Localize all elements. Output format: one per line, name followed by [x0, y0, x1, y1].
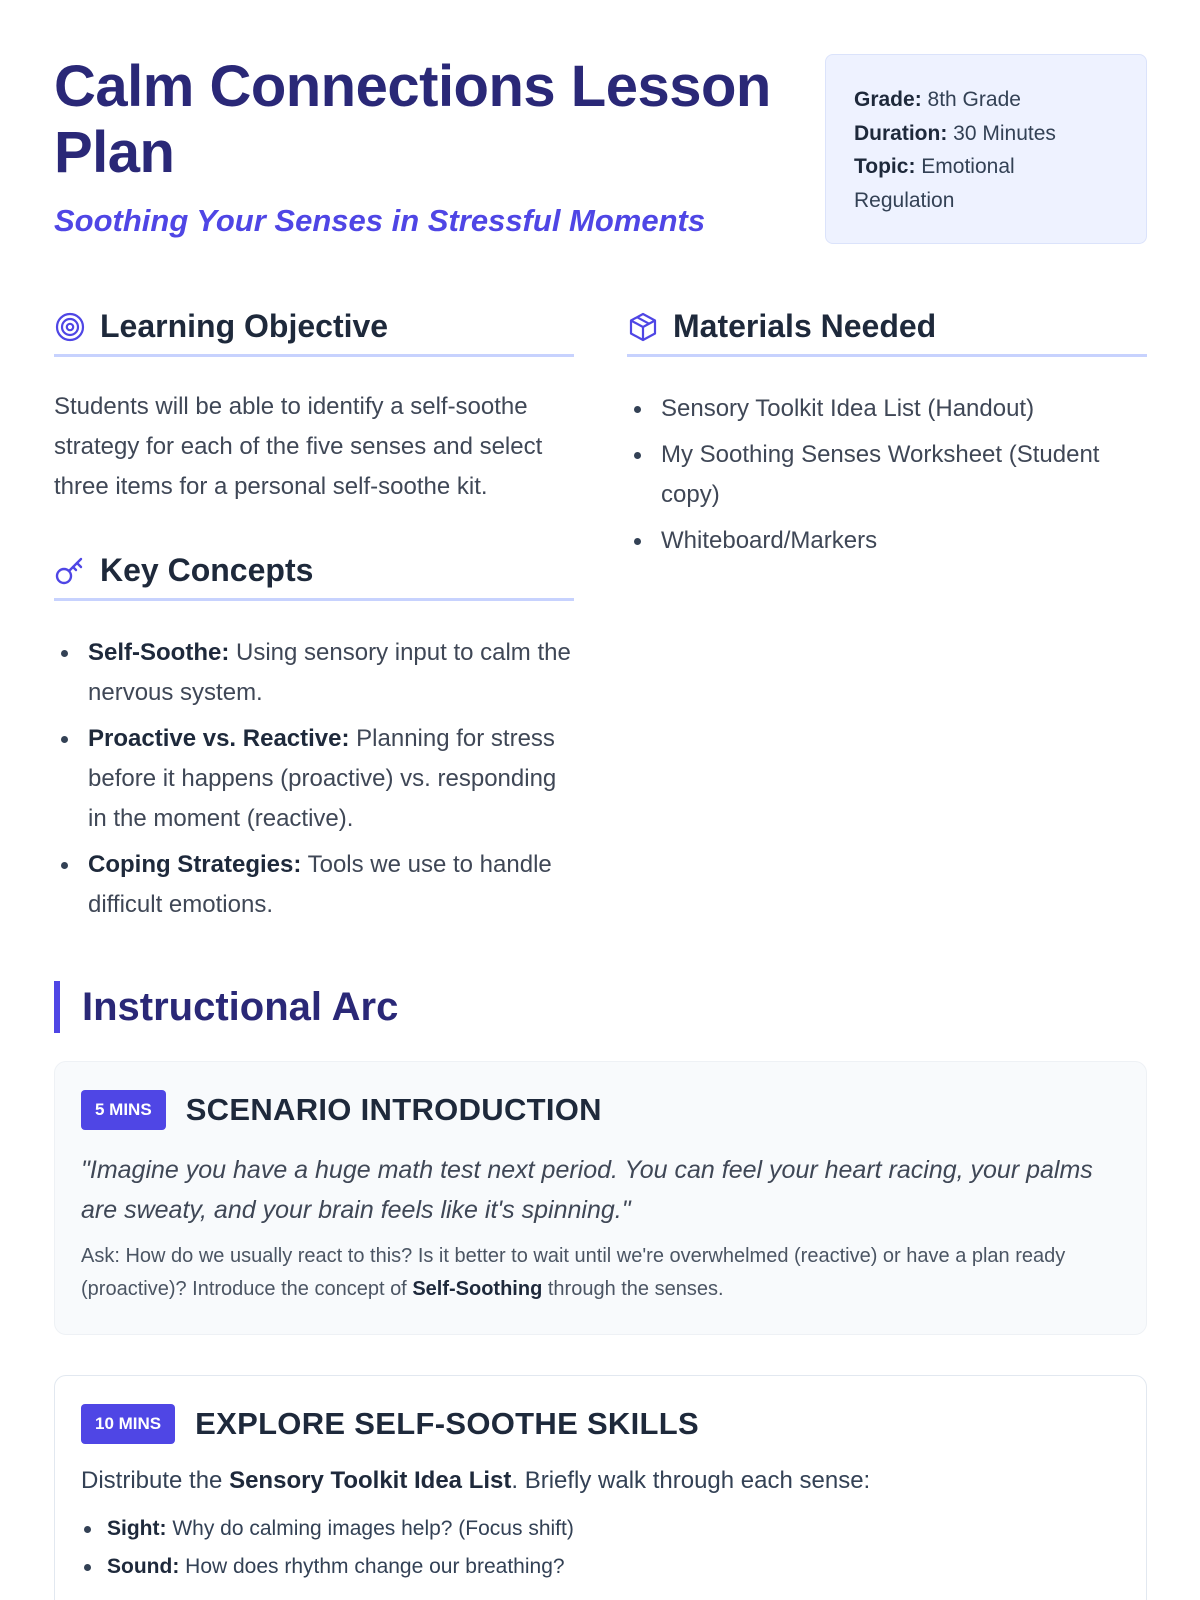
concept-term: Self-Soothe:: [88, 639, 230, 666]
arc-step-card: [54, 1375, 1147, 1600]
concept-term: Proactive vs. Reactive:: [88, 725, 350, 752]
sense-term: Sound:: [107, 1555, 180, 1578]
sense-text: Why do calming images help? (Focus shift): [172, 1517, 574, 1540]
meta-duration: [854, 117, 1118, 151]
list-item: [54, 845, 574, 925]
objective-heading-text: Learning Objective: [100, 308, 389, 344]
senses-list: [81, 1510, 1120, 1586]
page-subtitle: Soothing Your Senses in Stressful Moments: [54, 203, 706, 238]
concepts-heading: [54, 543, 574, 601]
meta-label: Topic:: [854, 155, 916, 178]
intro-text: Distribute the: [81, 1467, 223, 1494]
list-item: Sensory Toolkit Idea List (Handout): [627, 389, 1147, 429]
concept-text: Tools we use to handle difficult emotions.: [88, 851, 552, 918]
step-title: SCENARIO INTRODUCTION: [185, 1092, 602, 1127]
box-icon: [627, 311, 659, 343]
meta-label: Grade:: [854, 88, 922, 111]
note-bold: Self-Soothing: [412, 1278, 543, 1300]
arc-step-card: [54, 1061, 1147, 1335]
meta-topic: [854, 150, 1118, 217]
lesson-meta-box: [825, 54, 1147, 244]
two-column-section: [54, 299, 1147, 931]
note-text: through the senses.: [547, 1278, 724, 1300]
concept-term: Coping Strategies:: [88, 851, 302, 878]
meta-value: Emotional Regulation: [854, 155, 1015, 212]
list-item: My Soothing Senses Worksheet (Student copy): [627, 435, 1147, 515]
concept-text: Using sensory input to calm the nervous system.: [88, 639, 571, 706]
objective-heading: [54, 299, 574, 357]
materials-heading-text: Materials Needed: [673, 308, 937, 344]
lesson-plan-page: [54, 54, 1147, 1600]
intro-text: . Briefly walk through each sense:: [511, 1467, 871, 1494]
list-item: Whiteboard/Markers: [627, 521, 1147, 561]
intro-bold: Sensory Toolkit Idea List: [229, 1467, 512, 1494]
list-item: [54, 633, 574, 713]
scenario-quote: "Imagine you have a huge math test next period. You can feel your heart racing, your palms are sweaty, and your brain feels like it's spinning.": [81, 1156, 1093, 1224]
objective-text: Students will be able to identify a self-soothe strategy for each of the five senses and select three items for a personal self-soothe kit.: [54, 393, 543, 500]
sense-term: Sight:: [107, 1517, 167, 1540]
card-header: [81, 1090, 1120, 1130]
instructional-arc-heading: Instructional Arc: [54, 981, 1147, 1033]
sense-text: How does rhythm change our breathing?: [185, 1555, 565, 1578]
card-header: [81, 1404, 1120, 1444]
duration-badge: 10 MINS: [81, 1404, 175, 1444]
page-title: Calm Connections Lesson Plan: [54, 54, 771, 185]
meta-label: Duration:: [854, 121, 948, 145]
meta-value: 30 Minutes: [953, 121, 1056, 145]
concepts-list: [54, 633, 574, 925]
list-item: [54, 719, 574, 839]
left-column: [54, 299, 574, 931]
key-icon: [54, 555, 86, 587]
materials-heading: [627, 299, 1147, 357]
materials-list: [627, 389, 1147, 561]
step-intro: [81, 1462, 1120, 1500]
title-block: [54, 54, 794, 240]
concept-text: Planning for stress before it happens (proactive) vs. responding in the moment (reactive).: [88, 725, 557, 832]
list-item: [81, 1510, 1120, 1548]
header: [54, 54, 1147, 244]
meta-value: 8th Grade: [927, 88, 1021, 111]
teacher-note: [81, 1240, 1120, 1306]
duration-badge: 5 MINS: [81, 1090, 166, 1130]
step-title: EXPLORE SELF-SOOTHE SKILLS: [195, 1406, 699, 1441]
right-column: [627, 299, 1147, 931]
note-text: Ask: How do we usually react to this? Is it better to wait until we're overwhelmed (reactive) or have a plan ready (proactive)? Introduce the concept of: [81, 1245, 1066, 1300]
concepts-heading-text: Key Concepts: [100, 552, 314, 588]
target-icon: [54, 311, 86, 343]
list-item: [81, 1548, 1120, 1586]
meta-grade: [854, 83, 1118, 117]
